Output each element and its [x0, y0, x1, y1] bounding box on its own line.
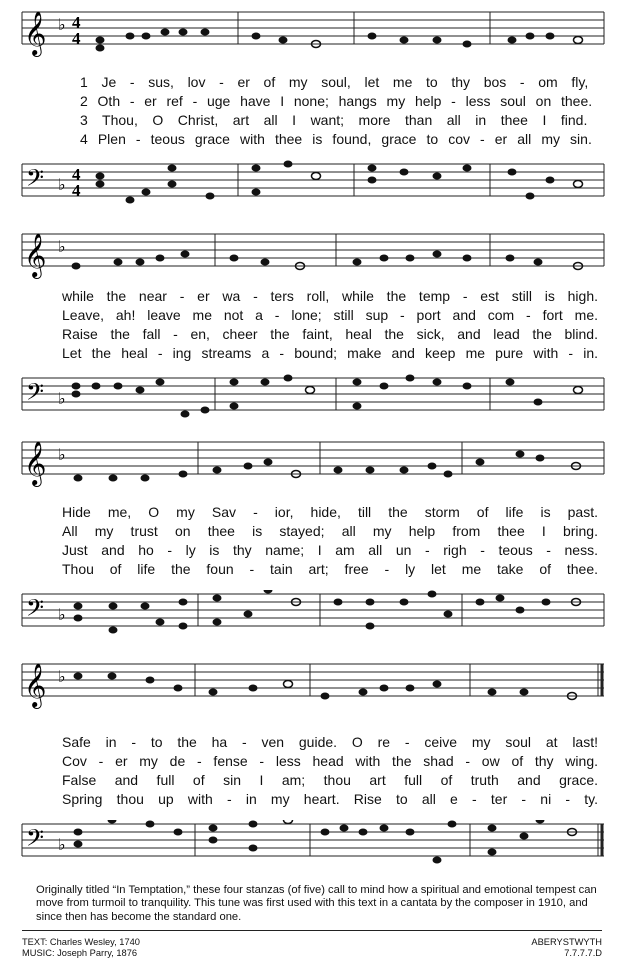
credits-right [531, 937, 602, 959]
verse-line [0, 288, 631, 306]
verse-line [0, 561, 631, 579]
treble-staff [0, 660, 631, 720]
verse-line [0, 791, 631, 809]
verse-line [0, 753, 631, 771]
verse-text: False and full of sin I am; thou art full of truth and grace. [62, 772, 598, 788]
verse-text: Thou of life the foun - tain art; free - ly let me take of thee. [62, 561, 598, 577]
treble-staff [0, 230, 631, 290]
svg-text:4: 4 [72, 181, 81, 200]
text-credit: TEXT: Charles Wesley, 1740 [22, 937, 140, 947]
svg-text:4: 4 [72, 13, 81, 32]
verse-text: Just and ho - ly is thy name; I am all un - righ - teous - ness. [62, 542, 598, 558]
svg-text:♭: ♭ [58, 15, 66, 34]
verse-line [0, 504, 631, 522]
divider [22, 930, 602, 931]
verse-line [0, 112, 631, 130]
verse-text: Raise the fall - en, cheer the faint, heal the sick, and lead the blind. [62, 326, 598, 342]
verse-line [0, 542, 631, 560]
bass-staff [0, 820, 631, 880]
verse-line [0, 734, 631, 752]
verse-text: Safe in - to the ha - ven guide. O re - ceive my soul at last! [62, 734, 598, 750]
verse-line [0, 93, 631, 111]
verse-text: 4 Plen - teous grace with thee is found, grace to cov - er all my sin. [80, 131, 592, 147]
verse-line [0, 772, 631, 790]
treble-clef-icon: 𝄞 [24, 663, 47, 707]
treble-staff [0, 438, 631, 498]
verse-text: Leave, ah! leave me not a - lone; still sup - port and com - fort me. [62, 307, 598, 323]
verse-line [0, 523, 631, 541]
bass-clef-icon: 𝄢 [26, 378, 45, 411]
credits-left [22, 937, 140, 959]
verse-line [0, 307, 631, 325]
svg-text:4: 4 [72, 165, 81, 184]
svg-text:♭: ♭ [58, 835, 66, 854]
music-credit: MUSIC: Joseph Parry, 1876 [22, 948, 138, 958]
verse-text: Cov - er my de - fense - less head with the shad - ow of thy wing. [62, 753, 598, 769]
verse-text: Spring thou up with - in my heart. Rise to all e - ter - ni - ty. [62, 791, 598, 807]
verse-text: 3 Thou, O Christ, art all I want; more than all in thee I find. [80, 112, 588, 128]
tune-name: ABERYSTWYTH [531, 937, 602, 947]
treble-clef-icon: 𝄞 [24, 233, 47, 277]
svg-text:4: 4 [72, 29, 81, 48]
svg-text:♭: ♭ [58, 175, 66, 194]
verse-line [0, 74, 631, 92]
verse-text: All my trust on thee is stayed; all my help from thee I bring. [62, 523, 598, 539]
bass-clef-icon: 𝄢 [26, 824, 45, 857]
svg-text:♭: ♭ [58, 389, 66, 408]
treble-clef-icon: 𝄞 [24, 11, 47, 55]
verse-line [0, 326, 631, 344]
bass-clef-icon: 𝄢 [26, 594, 45, 627]
verse-text: Let the heal - ing streams a - bound; make and keep me pure with - in. [62, 345, 598, 361]
svg-text:♭: ♭ [58, 445, 66, 464]
treble-staff [0, 8, 631, 68]
meter: 7.7.7.7.D [564, 948, 602, 958]
verse-text: 2 Oth - er ref - uge have I none; hangs my help - less soul on thee. [80, 93, 593, 109]
hymn-caption: Originally titled “In Temptation,” these four stanzas (of five) call to mind how a spiritual and emotional tempest can move from turmoil to tranquility. This tune was first used with this text in a cantata by the composer in 1910, and since then has become the standard one. [36, 884, 597, 923]
verse-line [0, 131, 631, 149]
svg-text:♭: ♭ [58, 605, 66, 624]
svg-text:♭: ♭ [58, 237, 66, 256]
verse-text: while the near - er wa - ters roll, while the temp - est still is high. [62, 288, 598, 304]
bass-staff [0, 160, 631, 220]
verse-line [0, 345, 631, 363]
bass-clef-icon: 𝄢 [26, 164, 45, 197]
bass-staff [0, 590, 631, 650]
verse-text: Hide me, O my Sav - ior, hide, till the storm of life is past. [62, 504, 598, 520]
bass-staff [0, 374, 631, 434]
svg-text:♭: ♭ [58, 667, 66, 686]
treble-clef-icon: 𝄞 [24, 441, 47, 485]
verse-text: 1 Je - sus, lov - er of my soul, let me to thy bos - om fly, [80, 74, 589, 90]
